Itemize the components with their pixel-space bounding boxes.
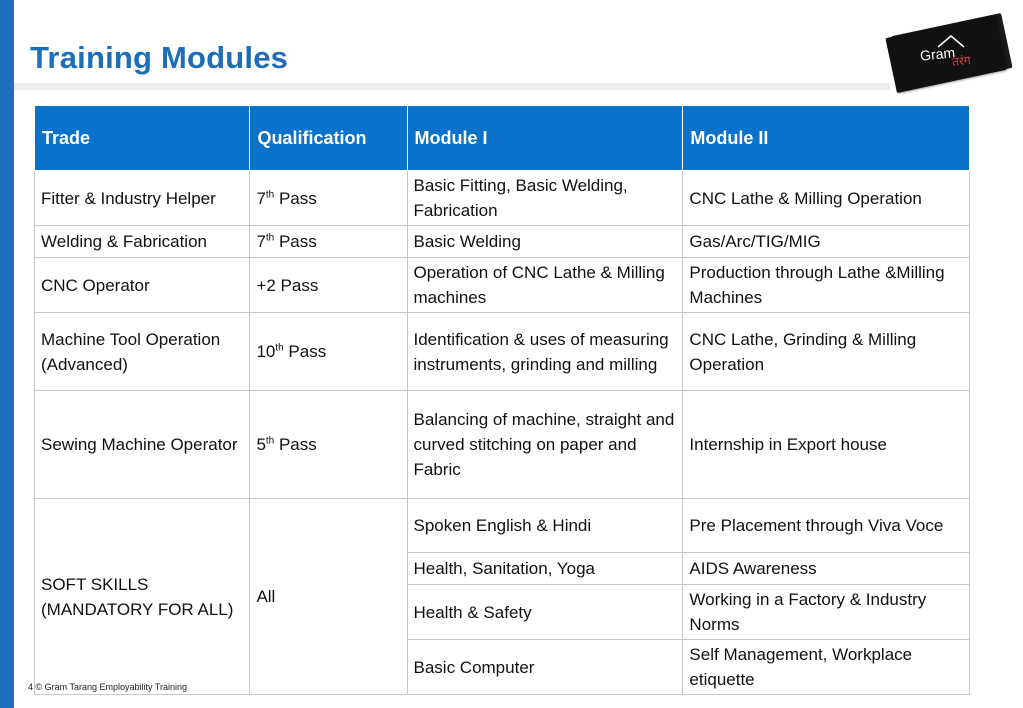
logo-text-en: Gram xyxy=(919,44,956,64)
module-2-cell: CNC Lathe & Milling Operation xyxy=(683,171,970,226)
logo-text-hi: तरंग xyxy=(951,53,972,69)
qual-number: 10 xyxy=(256,342,276,361)
module-1-cell: Balancing of machine, straight and curved stitching on paper and Fabric xyxy=(407,391,683,499)
qual-suffix: th xyxy=(265,435,275,447)
trade-cell: CNC Operator xyxy=(35,258,250,313)
module-1-cell: Operation of CNC Lathe & Milling machines xyxy=(407,258,683,313)
page-title: Training Modules xyxy=(30,40,289,75)
gram-tarang-logo xyxy=(886,8,1020,94)
module-1-cell: Basic Welding xyxy=(407,226,683,258)
qual-rest: Pass xyxy=(274,435,317,454)
qual-number: 7 xyxy=(256,232,266,251)
table-row xyxy=(35,171,970,226)
header-trade: Trade xyxy=(35,106,250,171)
module-2-cell: AIDS Awareness xyxy=(683,553,970,585)
title-divider xyxy=(14,83,890,90)
module-1-cell: Basic Computer xyxy=(407,640,683,695)
module-2-cell: Internship in Export house xyxy=(683,391,970,499)
table-row xyxy=(35,258,970,313)
module-2-cell: Pre Placement through Viva Voce xyxy=(683,499,970,553)
left-accent-bar xyxy=(0,0,14,708)
header-module-1: Module I xyxy=(407,106,683,171)
trade-cell: Sewing Machine Operator xyxy=(35,391,250,499)
table-row xyxy=(35,391,970,499)
qual-rest: Pass xyxy=(274,188,317,208)
qual-suffix: th xyxy=(265,188,275,200)
trade-cell: Fitter & Industry Helper xyxy=(35,171,250,226)
qualification-cell xyxy=(250,226,407,258)
module-1-cell: Health & Safety xyxy=(407,585,683,640)
qual-number: 7 xyxy=(256,188,266,208)
qualification-cell xyxy=(250,258,407,313)
table-row xyxy=(35,499,970,553)
qual-rest: Pass xyxy=(283,342,327,361)
module-2-cell: Self Management, Workplace etiquette xyxy=(683,640,970,695)
table-row xyxy=(35,226,970,258)
module-2-cell: Gas/Arc/TIG/MIG xyxy=(683,226,970,258)
qual-rest: Pass xyxy=(274,232,317,251)
header-module-2: Module II xyxy=(683,106,970,171)
soft-skills-qualification-cell: All xyxy=(250,499,407,695)
qualification-cell xyxy=(250,391,407,499)
qual-suffix: th xyxy=(265,232,275,244)
slide-footer: 4 © Gram Tarang Employability Training xyxy=(28,682,188,692)
qualification-cell xyxy=(250,171,407,226)
trade-cell: Machine Tool Operation (Advanced) xyxy=(35,313,250,391)
module-2-cell: Production through Lathe &Milling Machines xyxy=(683,258,970,313)
soft-skills-trade-cell: SOFT SKILLS (MANDATORY FOR ALL) xyxy=(35,499,250,695)
module-2-cell: Working in a Factory & Industry Norms xyxy=(683,585,970,640)
module-1-cell: Health, Sanitation, Yoga xyxy=(407,553,683,585)
header-qualification: Qualification xyxy=(250,106,407,171)
module-1-cell: Basic Fitting, Basic Welding, Fabrication xyxy=(407,171,683,226)
module-1-cell: Spoken English & Hindi xyxy=(407,499,683,553)
qualification-cell xyxy=(250,313,407,391)
table-header-row xyxy=(35,106,970,171)
table-row xyxy=(35,313,970,391)
qual-number: 5 xyxy=(256,435,266,454)
module-1-cell: Identification & uses of measuring instruments, grinding and milling xyxy=(407,313,683,391)
qual-number: +2 Pass xyxy=(256,275,319,295)
training-modules-table xyxy=(34,105,970,695)
module-2-cell: CNC Lathe, Grinding & Milling Operation xyxy=(683,313,970,391)
qual-suffix: th xyxy=(275,342,284,354)
trade-cell: Welding & Fabrication xyxy=(35,226,250,258)
